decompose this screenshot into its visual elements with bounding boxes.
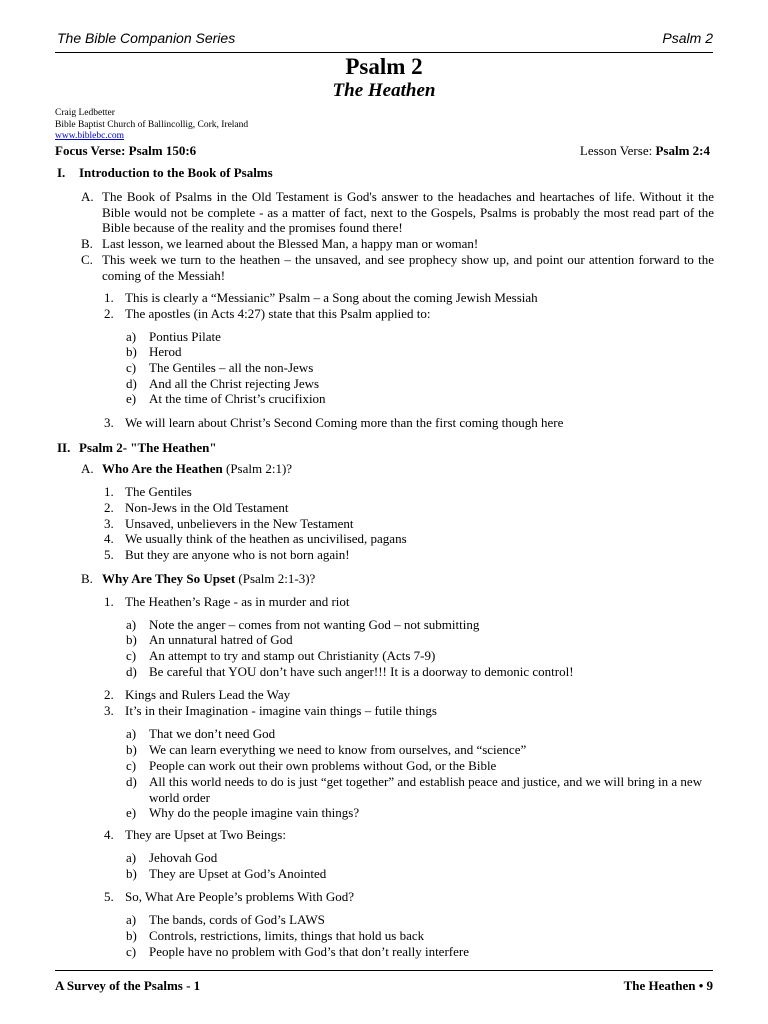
footer-page: The Heathen • 9 bbox=[623, 978, 713, 993]
item-text: But they are anyone who is not born again! bbox=[125, 547, 350, 562]
lesson-verse-ref: Psalm 2:4 bbox=[655, 143, 710, 158]
item-text: Kings and Rulers Lead the Way bbox=[125, 687, 291, 702]
section-heading: Introduction to the Book of Psalms bbox=[79, 165, 273, 180]
item-letter: a) bbox=[126, 329, 137, 344]
section-number: II. bbox=[57, 440, 71, 455]
item-text: So, What Are People’s problems With God? bbox=[125, 889, 354, 904]
subsection-ref: (Psalm 2:1-3)? bbox=[235, 571, 316, 586]
item-text: We can learn everything we need to know from ourselves, and “science” bbox=[149, 742, 527, 757]
item-text: The apostles (in Acts 4:27) state that this Psalm applied to: bbox=[125, 306, 431, 321]
item-number: 1. bbox=[104, 594, 114, 609]
lesson-verse bbox=[580, 143, 710, 159]
item-number: 1. bbox=[104, 484, 114, 499]
running-header bbox=[57, 30, 713, 48]
item-text: Be careful that YOU don’t have such anger!!! It is a doorway to demonic control! bbox=[149, 664, 574, 679]
item-marker: B. bbox=[81, 236, 93, 251]
item-text: An attempt to try and stamp out Christianity (Acts 7-9) bbox=[149, 648, 436, 663]
page-title: Psalm 2 bbox=[345, 54, 423, 79]
item-text: The Gentiles bbox=[125, 484, 192, 499]
verse-line bbox=[55, 143, 710, 159]
item-letter: e) bbox=[126, 391, 137, 406]
section-number: I. bbox=[57, 165, 66, 180]
subsection-title: Why Are They So Upset bbox=[102, 571, 236, 586]
subsection-heading bbox=[102, 571, 315, 587]
item-number: 4. bbox=[104, 827, 114, 842]
item-number: 5. bbox=[104, 547, 114, 562]
item-letter: b) bbox=[126, 742, 137, 757]
item-letter: c) bbox=[126, 648, 137, 663]
item-text: It’s in their Imagination - imagine vain things – futile things bbox=[125, 703, 437, 718]
item-text: Non-Jews in the Old Testament bbox=[125, 500, 289, 515]
item-text: This is clearly a “Messianic” Psalm – a Song about the coming Jewish Messiah bbox=[125, 290, 538, 305]
item-text: That we don’t need God bbox=[149, 726, 276, 741]
item-text: Note the anger – comes from not wanting God – not submitting bbox=[149, 617, 480, 632]
subsection-heading bbox=[102, 461, 292, 477]
item-number: 3. bbox=[104, 415, 114, 430]
item-text: They are Upset at Two Beings: bbox=[125, 827, 286, 842]
item-letter: a) bbox=[126, 726, 137, 741]
item-letter: d) bbox=[126, 376, 137, 391]
item-text: The Gentiles – all the non-Jews bbox=[149, 360, 314, 375]
item-letter: a) bbox=[126, 850, 137, 865]
item-text: Last lesson, we learned about the Blessed Man, a happy man or woman! bbox=[102, 236, 479, 251]
item-letter: b) bbox=[126, 866, 137, 881]
focus-verse: Focus Verse: Psalm 150:6 bbox=[55, 143, 197, 158]
item-text: At the time of Christ’s crucifixion bbox=[149, 391, 326, 406]
item-marker: C. bbox=[81, 252, 93, 267]
item-text: They are Upset at God’s Anointed bbox=[149, 866, 327, 881]
item-text: And all the Christ rejecting Jews bbox=[149, 376, 320, 391]
item-marker: A. bbox=[81, 189, 94, 204]
item-letter: b) bbox=[126, 344, 137, 359]
item-letter: a) bbox=[126, 912, 137, 927]
item-text: People have no problem with God’s that don’t really interfere bbox=[149, 944, 469, 959]
item-marker: A. bbox=[81, 461, 94, 476]
lesson-verse-label: Lesson Verse: bbox=[579, 143, 656, 158]
item-letter: b) bbox=[126, 632, 137, 647]
item-number: 2. bbox=[104, 306, 114, 321]
subsection-title: Who Are the Heathen bbox=[102, 461, 223, 476]
item-text: Jehovah God bbox=[149, 850, 218, 865]
item-text: An unnatural hatred of God bbox=[149, 632, 293, 647]
item-number: 1. bbox=[104, 290, 114, 305]
section-heading: Psalm 2- "The Heathen" bbox=[79, 440, 217, 455]
website-link[interactable]: www.biblebc.com bbox=[55, 131, 125, 141]
author-name: Craig Ledbetter bbox=[55, 108, 115, 118]
item-text: Herod bbox=[149, 344, 182, 359]
item-text: Pontius Pilate bbox=[149, 329, 221, 344]
item-text: The Heathen’s Rage - as in murder and riot bbox=[125, 594, 350, 609]
item-number: 4. bbox=[104, 531, 114, 546]
item-number: 2. bbox=[104, 500, 114, 515]
series-title: The Bible Companion Series bbox=[57, 30, 236, 46]
item-letter: b) bbox=[126, 928, 137, 943]
item-letter: c) bbox=[126, 758, 137, 773]
item-letter: c) bbox=[126, 360, 137, 375]
item-number: 2. bbox=[104, 687, 114, 702]
footer-series: A Survey of the Psalms - 1 bbox=[55, 978, 201, 993]
item-text: The Book of Psalms in the Old Testament is God's answer to the headaches and heartaches of life. Without it the Bible would not be complete - as a matter of fact, next to the Gospels, Psalms is probably the most read part of the Bible because of the reality and the promises found there! bbox=[102, 189, 714, 235]
item-text: We will learn about Christ’s Second Coming more than the first coming though here bbox=[125, 415, 564, 430]
item-letter: c) bbox=[126, 944, 137, 959]
item-text: Why do the people imagine vain things? bbox=[149, 805, 360, 820]
item-letter: d) bbox=[126, 664, 137, 679]
author-block bbox=[55, 108, 248, 143]
header-psalm: Psalm 2 bbox=[662, 30, 713, 46]
header-rule bbox=[55, 52, 713, 53]
subsection-ref: (Psalm 2:1)? bbox=[222, 461, 293, 476]
item-letter: e) bbox=[126, 805, 137, 820]
item-number: 3. bbox=[104, 703, 114, 718]
item-number: 3. bbox=[104, 516, 114, 531]
author-church: Bible Baptist Church of Ballincollig, Cork, Ireland bbox=[55, 119, 249, 130]
item-text: This week we turn to the heathen – the unsaved, and see prophecy show up, and point our attention forward to the coming of the Messiah! bbox=[102, 252, 714, 283]
item-marker: B. bbox=[81, 571, 93, 586]
running-footer bbox=[55, 978, 713, 994]
item-text: All this world needs to do is just “get together” and establish peace and justice, and we will bring in a new world order bbox=[149, 774, 703, 805]
page-subtitle: The Heathen bbox=[332, 80, 436, 101]
item-text: Unsaved, unbelievers in the New Testament bbox=[125, 516, 354, 531]
item-letter: a) bbox=[126, 617, 137, 632]
item-text: People can work out their own problems without God, or the Bible bbox=[149, 758, 497, 773]
item-letter: d) bbox=[126, 774, 137, 789]
item-text: We usually think of the heathen as uncivilised, pagans bbox=[125, 531, 407, 546]
item-text: The bands, cords of God’s LAWS bbox=[149, 912, 325, 927]
item-number: 5. bbox=[104, 889, 114, 904]
footer-rule bbox=[55, 970, 713, 971]
item-text: Controls, restrictions, limits, things that hold us back bbox=[149, 928, 425, 943]
